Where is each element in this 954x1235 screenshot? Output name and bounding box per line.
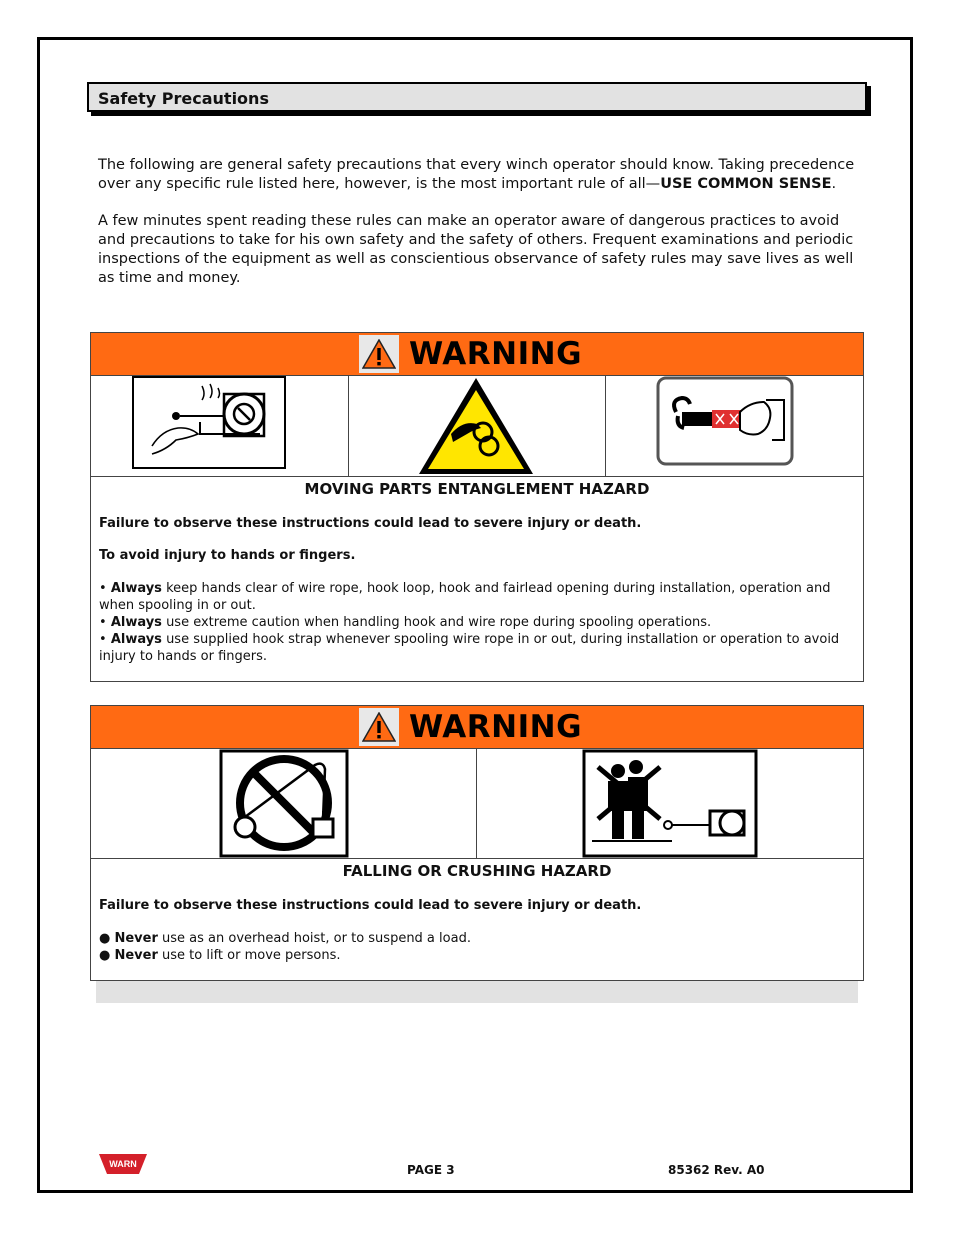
warn-logo (98, 1152, 148, 1176)
svg-text:WARN: WARN (109, 1159, 137, 1169)
hand-near-winch-drum-icon (132, 376, 286, 469)
section-title: Safety Precautions (98, 89, 269, 108)
warning-box-falling (90, 705, 864, 981)
list-item: • Always use extreme caution when handling hook and wire rope during spooling operations. (99, 615, 712, 630)
consequence-text: Failure to observe these instructions could lead to severe injury or death. (99, 898, 642, 913)
warning-box-entanglement (90, 332, 864, 682)
list-item: ● Never use as an overhead hoist, or to suspend a load. (99, 931, 471, 946)
no-lifting-persons-icon (582, 749, 758, 858)
label-fine-print: ©1998 HCS, LLC 800-748-0241 No. 10158-0350 (432, 469, 520, 474)
pictogram-cell (349, 376, 606, 476)
section-header (87, 82, 867, 112)
warning-label: WARNING (409, 709, 583, 745)
warning-triangle-icon (359, 708, 399, 746)
entanglement-hazard-label-icon (417, 376, 535, 476)
document-revision: 85362 Rev. A0 (668, 1163, 765, 1177)
gray-divider-strip (96, 981, 858, 1003)
warning-band (91, 706, 863, 749)
avoid-text: To avoid injury to hands or fingers. (99, 548, 356, 563)
consequence-text: Failure to observe these instructions could lead to severe injury or death. (99, 516, 642, 531)
bullet-list (99, 580, 855, 665)
warning-triangle-icon (359, 335, 399, 373)
list-item: • Always use supplied hook strap whenever spooling wire rope in or out, during installation or operation to avoid injury to hands or fingers. (99, 632, 840, 664)
common-sense-emphasis: USE COMMON SENSE (660, 176, 832, 192)
pictogram-cell (606, 376, 863, 476)
pictogram-cell (91, 376, 349, 476)
warning-label: WARNING (409, 336, 583, 372)
list-item: • Always keep hands clear of wire rope, hook loop, hook and fairlead opening during installation, operation and when spooling in or out. (99, 581, 831, 613)
list-item: ● Never use to lift or move persons. (99, 948, 341, 963)
bullet-list (99, 930, 855, 964)
no-overhead-hoist-icon (219, 749, 349, 858)
intro-paragraph-2: A few minutes spent reading these rules can make an operator aware of dangerous practices to avoid and precautions to take for his own safety and the safety of others. Frequent examinations and periodic inspections of the equipment as well as conscientious observance of safety rules may save lives as well as time and money. (98, 213, 854, 286)
hazard-title: MOVING PARTS ENTANGLEMENT HAZARD (304, 480, 650, 498)
page-number: PAGE 3 (407, 1163, 455, 1177)
hazard-title: FALLING OR CRUSHING HAZARD (342, 862, 612, 880)
intro-paragraph-1: The following are general safety precautions that every winch operator should know. Taking precedence over any specific rule listed here, however, is the most important rule of all—USE COMMON SENSE. (98, 157, 855, 192)
hook-strap-hand-icon (656, 376, 794, 466)
pictogram-cell (477, 749, 863, 858)
pictogram-cell (91, 749, 477, 858)
warning-band (91, 333, 863, 376)
